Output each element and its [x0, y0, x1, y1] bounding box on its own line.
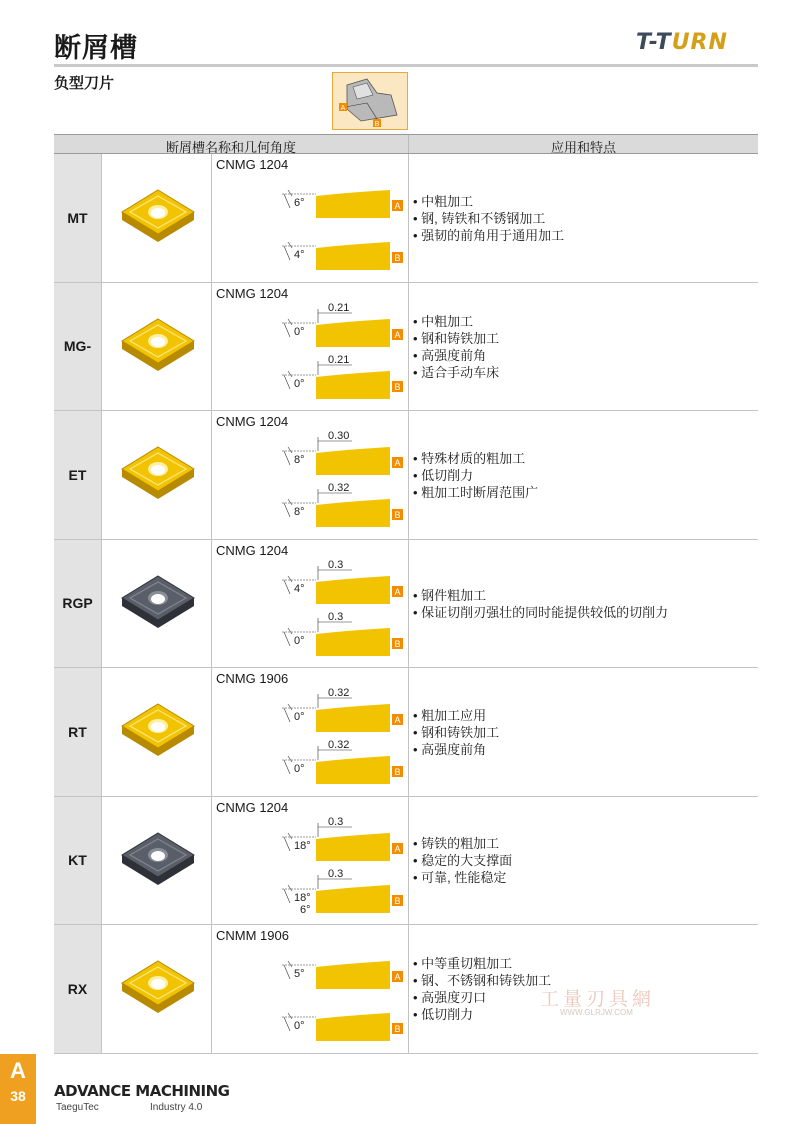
geometry-cell: [211, 797, 408, 925]
insert-designation: CNMG 1204: [216, 285, 289, 301]
application-cell: [408, 154, 758, 282]
chipbreaker-name: RT: [68, 723, 87, 740]
insert-icon: [118, 439, 198, 509]
application-cell: [408, 540, 758, 668]
insert-designation: CNMG 1204: [216, 157, 289, 172]
land-width-label: 0.3: [328, 610, 344, 623]
feature-item: • 低切削力: [413, 1006, 551, 1023]
position-badge-letter: B: [394, 510, 401, 520]
chipbreaker-name: RX: [67, 980, 88, 997]
diagram-label-b: B: [374, 121, 380, 128]
position-badge-letter: B: [394, 1024, 401, 1034]
feature-item: • 中等重切粗加工: [413, 955, 551, 972]
chipbreaker-name-cell: [54, 668, 101, 796]
chipbreaker-name: KT: [68, 852, 87, 869]
application-cell: [408, 411, 758, 539]
feature-list: [413, 193, 564, 244]
footer-brand-company: TaeguTec: [56, 1102, 99, 1113]
feature-item: • 低切削力: [413, 467, 538, 484]
page-number: 38: [10, 1088, 26, 1104]
table-row: [54, 668, 758, 797]
feature-item: • 稳定的大支撑面: [413, 852, 512, 869]
feature-item: • 高强度前角: [413, 741, 499, 758]
logo-part-a: T-T: [636, 30, 672, 55]
feature-item: • 钢、不锈钢和铸铁加工: [413, 972, 551, 989]
feature-item: • 粗加工时断屑范围广: [413, 484, 538, 501]
chipbreaker-profile-diagram: [212, 813, 409, 925]
feature-list: [413, 313, 499, 381]
position-badge-letter: A: [394, 715, 401, 725]
feature-item: • 钢件粗加工: [413, 587, 668, 604]
rake-angle-label: 18°: [294, 839, 311, 852]
feature-item: • 可靠, 性能稳定: [413, 869, 512, 886]
feature-item: • 特殊材质的粗加工: [413, 450, 538, 467]
chipbreaker-profile-diagram: [212, 427, 409, 539]
land-width-label: 0.32: [328, 687, 350, 699]
rake-angle-label: 5°: [294, 968, 305, 980]
position-badge-letter: B: [394, 638, 401, 649]
chipbreaker-name: ET: [68, 466, 87, 483]
insert-image-cell: [101, 797, 211, 925]
position-badge-letter: A: [394, 201, 401, 211]
insert-designation: CNMG 1204: [216, 799, 289, 815]
land-width-label: 0.32: [328, 482, 350, 494]
chipbreaker-name-cell: [54, 154, 101, 282]
feature-item: • 钢和铸铁加工: [413, 724, 499, 741]
rake-angle-label: 0°: [294, 634, 305, 647]
geometry-cell: [211, 925, 408, 1053]
land-width-label: 0.3: [328, 558, 344, 571]
rake-angle-label: 4°: [294, 249, 305, 261]
feature-item: • 高强度前角: [413, 347, 499, 364]
footer-brand-tagline: Industry 4.0: [150, 1102, 203, 1113]
table-row: [54, 283, 758, 412]
insert-icon: [118, 825, 198, 895]
feature-item: • 保证切削刃强壮的同时能提供较低的切削力: [413, 604, 668, 621]
feature-list: [413, 955, 551, 1023]
geometry-cell: [211, 283, 408, 411]
feature-list: [413, 587, 668, 621]
rake-angle-label: 0°: [294, 325, 305, 338]
chipbreaker-profile-diagram: [212, 684, 409, 796]
insert-image-cell: [101, 668, 211, 796]
insert-icon: [118, 182, 198, 252]
chipbreaker-diagram: [332, 72, 408, 130]
table-row: [54, 797, 758, 926]
feature-item: • 中粗加工: [413, 193, 564, 210]
position-badge-letter: B: [394, 253, 401, 263]
feature-item: • 中粗加工: [413, 313, 499, 330]
rake-angle-label: 8°: [294, 454, 305, 466]
diagram-label-a: A: [340, 105, 346, 112]
feature-list: [413, 450, 538, 501]
table-header: [54, 134, 758, 154]
chipbreaker-name-cell: [54, 540, 101, 668]
insert-icon: [118, 568, 198, 638]
position-badge-letter: A: [394, 586, 401, 597]
rake-angle-label: 0°: [294, 1020, 305, 1032]
insert-icon: [118, 311, 198, 381]
rake-angle-label: 8°: [294, 506, 305, 518]
insert-designation: CNMG 1204: [216, 414, 289, 429]
insert-designation: CNMG 1204: [216, 542, 289, 558]
t-turn-logo: [636, 30, 728, 55]
insert-designation: CNMG 1906: [216, 671, 289, 686]
geometry-cell: [211, 411, 408, 539]
geometry-cell: [211, 154, 408, 282]
feature-list: [413, 835, 512, 886]
title-divider: [54, 64, 758, 67]
geometry-cell: [211, 540, 408, 668]
rake-angle-label: 6°: [294, 197, 305, 209]
footer-brand: ADVANCE MACHINING: [54, 1082, 230, 1100]
watermark: 工量刃具網: [540, 989, 656, 1010]
insert-icon: [118, 953, 198, 1023]
position-badge-letter: A: [394, 458, 401, 468]
column-header-geometry: 断屑槽名称和几何角度: [165, 140, 296, 155]
position-badge-letter: A: [394, 329, 401, 340]
insert-image-cell: [101, 540, 211, 668]
secondary-angle-label: 6°: [300, 903, 311, 916]
feature-item: • 粗加工应用: [413, 707, 499, 724]
chipbreaker-profile-diagram: [212, 299, 409, 411]
table-body: [54, 154, 758, 1054]
chipbreaker-name-cell: [54, 925, 101, 1053]
watermark-url: WWW.GLRJW.COM: [560, 1008, 633, 1017]
position-badge-letter: B: [394, 767, 401, 777]
land-width-label: 0.3: [328, 867, 344, 880]
column-header-application: 应用和特点: [408, 135, 758, 153]
rake-angle-label: 0°: [294, 711, 305, 723]
rake-angle-label: 0°: [294, 763, 305, 775]
application-cell: [408, 283, 758, 411]
geometry-cell: [211, 668, 408, 796]
table-row: [54, 540, 758, 669]
insert-image-cell: [101, 925, 211, 1053]
chipbreaker-name-cell: [54, 797, 101, 925]
rake-angle-label: 18°: [294, 891, 311, 904]
rake-angle-label: 4°: [294, 582, 305, 595]
section-tab: [0, 1054, 36, 1124]
feature-item: • 适合手动车床: [413, 364, 499, 381]
position-badge-letter: A: [394, 843, 401, 854]
chipbreaker-name-cell: [54, 283, 101, 411]
application-cell: [408, 668, 758, 796]
insert-designation: CNMM 1906: [216, 928, 289, 943]
insert-image-cell: [101, 411, 211, 539]
chipbreaker-name: MT: [67, 209, 88, 226]
position-badge-letter: B: [394, 895, 401, 906]
feature-item: • 强韧的前角用于通用加工: [413, 227, 564, 244]
land-width-label: 0.3: [328, 815, 344, 828]
rake-angle-label: 0°: [294, 377, 305, 390]
insert-image-cell: [101, 283, 211, 411]
chipbreaker-profile-diagram: [212, 556, 409, 668]
section-letter: A: [10, 1058, 26, 1083]
page-title: 断屑槽: [54, 33, 138, 63]
table-row: [54, 411, 758, 540]
insert-image-cell: [101, 154, 211, 282]
insert-icon: [118, 696, 198, 766]
land-width-label: 0.21: [328, 353, 350, 366]
application-cell: [408, 797, 758, 925]
chipbreaker-profile-diagram: [212, 170, 409, 282]
feature-item: • 高强度刃口: [413, 989, 551, 1006]
logo-part-b: URN: [671, 30, 728, 55]
chipbreaker-table: [54, 134, 758, 1054]
land-width-label: 0.30: [328, 430, 350, 442]
chipbreaker-name: RGP: [62, 595, 93, 612]
chipbreaker-profile-diagram: [212, 941, 409, 1053]
chipbreaker-name-cell: [54, 411, 101, 539]
feature-list: [413, 707, 499, 758]
position-badge-letter: B: [394, 381, 401, 392]
position-badge-letter: A: [394, 972, 401, 982]
feature-item: • 钢, 铸铁和不锈钢加工: [413, 210, 564, 227]
feature-item: • 铸铁的粗加工: [413, 835, 512, 852]
page-subtitle: 负型刀片: [54, 75, 115, 92]
feature-item: • 钢和铸铁加工: [413, 330, 499, 347]
chipbreaker-name: MG-: [63, 338, 92, 355]
land-width-label: 0.32: [328, 739, 350, 751]
table-row: [54, 154, 758, 283]
land-width-label: 0.21: [328, 301, 350, 314]
